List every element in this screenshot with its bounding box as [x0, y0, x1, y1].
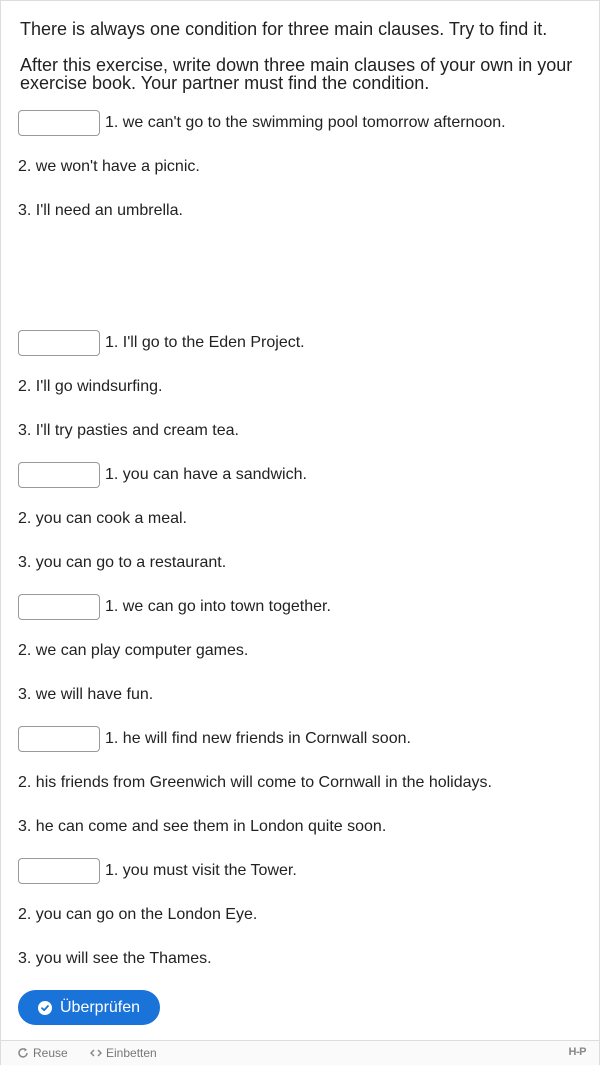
clause-text: 2. you can go on the London Eye.	[18, 906, 258, 923]
clause-text: 3. we will have fun.	[18, 686, 154, 703]
code-icon	[90, 1047, 102, 1059]
condition-input-2[interactable]	[18, 330, 100, 356]
clause-text: 1. I'll go to the Eden Project.	[105, 334, 305, 351]
clause-text: 2. his friends from Greenwich will come to Cornwall in the holidays.	[18, 774, 492, 791]
condition-input-4[interactable]	[18, 594, 100, 620]
clause-row	[18, 726, 411, 752]
clause-row	[18, 198, 183, 224]
clause-row	[18, 814, 386, 840]
clause-row	[18, 330, 305, 356]
clause-text: 3. you can go to a restaurant.	[18, 554, 227, 571]
clause-text: 1. you can have a sandwich.	[105, 466, 307, 483]
clause-row	[18, 638, 248, 664]
condition-input-5[interactable]	[18, 726, 100, 752]
instruction-text: There is always one condition for three main clauses. Try to find it.	[20, 19, 548, 39]
check-button-label: Überprüfen	[60, 998, 141, 1016]
embed-label: Einbetten	[106, 1046, 157, 1060]
clause-text: 2. we won't have a picnic.	[18, 158, 200, 175]
condition-input-3[interactable]	[18, 462, 100, 488]
clause-text: 2. we can play computer games.	[18, 642, 249, 659]
h5p-logo: H-P	[568, 1046, 586, 1058]
check-circle-icon	[38, 1001, 52, 1015]
clause-row	[18, 550, 226, 576]
clause-row	[18, 110, 506, 136]
clause-row	[18, 462, 307, 488]
clause-text: 1. he will find new friends in Cornwall soon.	[105, 730, 411, 747]
clause-row	[18, 374, 162, 400]
check-button[interactable]	[18, 990, 160, 1025]
condition-input-1[interactable]	[18, 110, 100, 136]
clause-text: 3. I'll need an umbrella.	[18, 202, 183, 219]
embed-link[interactable]	[90, 1046, 157, 1060]
instruction-text-2: After this exercise, write down three main clauses of your own in your exercise book. Your partner must find the condition.	[20, 55, 573, 93]
clause-text: 1. we can't go to the swimming pool tomorrow afternoon.	[105, 114, 506, 131]
clause-row	[18, 154, 200, 180]
clause-row	[18, 946, 212, 972]
clause-text: 2. you can cook a meal.	[18, 510, 187, 527]
clause-row	[18, 506, 187, 532]
condition-input-6[interactable]	[18, 858, 100, 884]
reuse-icon	[17, 1047, 29, 1059]
footer-bar	[1, 1040, 599, 1065]
reuse-label: Reuse	[33, 1046, 68, 1060]
clause-text: 1. you must visit the Tower.	[105, 862, 297, 879]
reuse-link[interactable]	[17, 1046, 68, 1060]
clause-row	[18, 682, 153, 708]
clause-row	[18, 902, 257, 928]
clause-row	[18, 858, 297, 884]
clause-row	[18, 594, 331, 620]
clause-text: 1. we can go into town together.	[105, 598, 331, 615]
clause-text: 3. he can come and see them in London quite soon.	[18, 818, 387, 835]
clause-text: 2. I'll go windsurfing.	[18, 378, 163, 395]
clause-text: 3. I'll try pasties and cream tea.	[18, 422, 239, 439]
clause-text: 3. you will see the Thames.	[18, 950, 212, 967]
clause-row	[18, 418, 239, 444]
clause-row	[18, 770, 492, 796]
